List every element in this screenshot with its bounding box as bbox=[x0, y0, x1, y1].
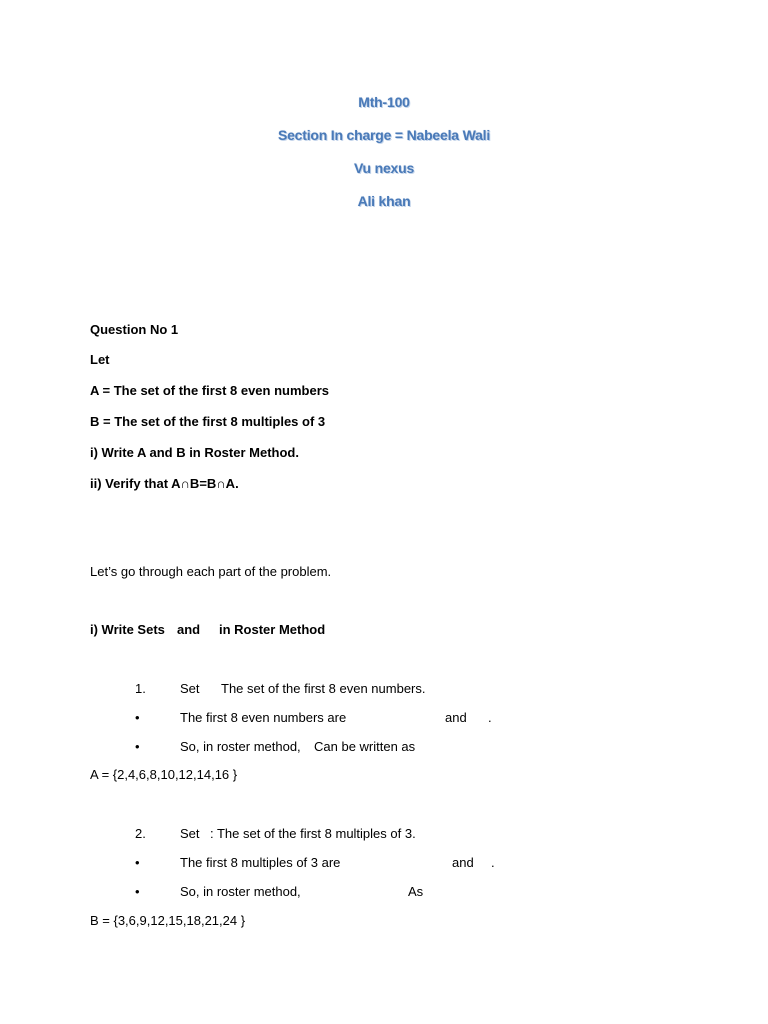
set-b-bullet1-text: The first 8 multiples of 3 are bbox=[180, 855, 341, 870]
section-heading-and: and bbox=[177, 622, 201, 637]
bullet-icon: • bbox=[135, 710, 140, 725]
section-heading-prefix: i) Write Sets bbox=[90, 622, 165, 637]
set-a-description: The set of the first 8 even numbers. bbox=[221, 681, 426, 696]
question-title: Question No 1 bbox=[90, 322, 179, 337]
organization-name: Vu nexus bbox=[353, 160, 415, 176]
set-b-definition: B = The set of the first 8 multiples of 3 bbox=[90, 414, 326, 429]
author-name: Ali khan bbox=[357, 193, 411, 209]
set-b-description: : The set of the first 8 multiples of 3. bbox=[210, 826, 416, 841]
question-part-i: i) Write A and B in Roster Method. bbox=[90, 445, 299, 460]
set-a-definition: A = The set of the first 8 even numbers bbox=[90, 383, 329, 398]
set-a-bullet1-end: . bbox=[488, 710, 492, 725]
set-a-roster-result: A = {2,4,6,8,10,12,14,16 } bbox=[90, 767, 238, 782]
section-incharge: Section In charge = Nabeela Wali bbox=[277, 127, 491, 143]
set-a-number: 1. bbox=[135, 681, 146, 696]
set-a-bullet2-end: Can be written as bbox=[314, 739, 416, 754]
answer-intro: Let’s go through each part of the problem. bbox=[90, 564, 332, 579]
question-let: Let bbox=[90, 352, 110, 367]
set-a-bullet1-and: and bbox=[445, 710, 467, 725]
bullet-icon: • bbox=[135, 739, 140, 754]
bullet-icon: • bbox=[135, 884, 140, 899]
set-b-bullet1-end: . bbox=[491, 855, 495, 870]
section-heading-suffix: in Roster Method bbox=[219, 622, 326, 637]
question-part-ii: ii) Verify that A∩B=B∩A. bbox=[90, 476, 239, 491]
set-a-bullet2-text: So, in roster method, bbox=[180, 739, 301, 754]
set-b-bullet2-text: So, in roster method, bbox=[180, 884, 301, 899]
course-title: Mth-100 bbox=[358, 94, 410, 110]
set-b-roster-result: B = {3,6,9,12,15,18,21,24 } bbox=[90, 913, 246, 928]
set-b-bullet1-and: and bbox=[452, 855, 474, 870]
set-b-number: 2. bbox=[135, 826, 146, 841]
set-b-label: Set bbox=[180, 826, 200, 841]
set-a-bullet1-text: The first 8 even numbers are bbox=[180, 710, 347, 725]
bullet-icon: • bbox=[135, 855, 140, 870]
set-b-bullet2-end: As bbox=[408, 884, 424, 899]
set-a-label: Set bbox=[180, 681, 200, 696]
